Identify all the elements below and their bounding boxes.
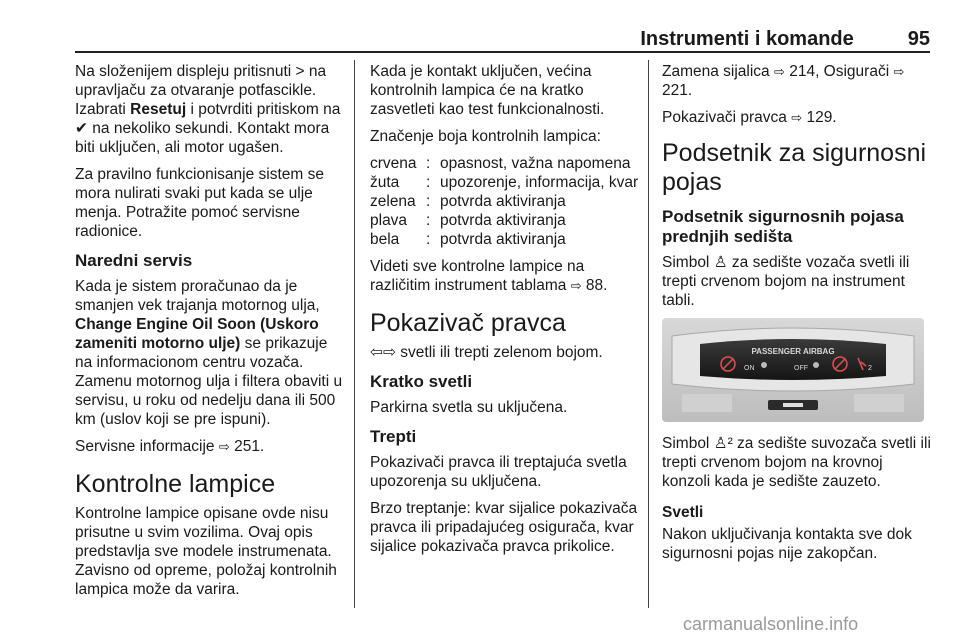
svg-text:OFF: OFF [794,365,808,372]
heading-short-lit: Kratko svetli [370,372,473,391]
header-divider [75,51,930,53]
heading-belt-reminder: Podsetnik za sigurnosni pojas [662,139,927,196]
chevron-right-icon: > [295,63,305,80]
reference-arrow-icon: ⇨ [570,278,582,293]
color-table [370,154,642,249]
svg-text:ON: ON [744,365,755,372]
color-meaning-intro: Značenje boja kontrolnih lampica: [370,128,601,145]
lit-paragraph: Nakon uključivanja kontakta sve dok sigurnosni pojas nije zakopčan. [662,526,912,562]
color-row: crvena : opasnost, važna napomena [370,155,631,172]
color-row: zelena : potvrda aktiviranja [370,193,566,210]
reference-arrow-icon: ⇨ [893,64,905,79]
lamp-test-paragraph: Kada je kontakt uključen, većina kontrolnih lampica će na kratko zasvetleti kao test funkcionalnosti. [370,63,605,118]
heading-blink: Trepti [370,427,417,446]
passenger-belt-paragraph: Simbol ♙² za sedište suvozača svetli ili trepti crvenom bojom na krovnoj konzoli kada je sedište zauzeto. [662,435,931,490]
turn-signal-icon: ⇦⇨ [370,344,396,361]
oil-message-term: Change Engine Oil Soon (Uskoro zameniti motorno ulje) [75,316,319,352]
overhead-console-photo [662,318,924,422]
heading-next-service: Naredni servis [75,251,193,270]
instrument-ref: Videti sve kontrolne lampice na različitim instrument tablama ⇨ 88. [370,258,608,294]
svg-text:2: 2 [868,365,872,372]
turn-signal-paragraph: ⇦⇨ svetli ili trepti zelenom bojom. [370,344,603,361]
reference-arrow-icon: ⇨ [218,439,230,454]
reset-term: Resetuj [130,101,187,118]
column-divider-2 [648,60,649,608]
reference-arrow-icon: ⇨ [774,64,785,79]
heading-turn-signal: Pokazivač pravca [370,309,566,337]
heading-lit: Svetli [662,504,704,521]
color-row: bela : potvrda aktiviranja [370,231,566,248]
reset-note: Za pravilno funkcionisanje sistem se mora nulirati svaki put kada se ulje menja. Potražite pomoć servisne radionice. [75,166,324,240]
service-paragraph: Kada je sistem proračunao da je smanjen vek trajanja motornog ulja, Change Engine Oil Soon (Uskoro zameniti motorno ulje) se prikazuje na informacionom centru vozača. Zamenu motornog ulja i filtera obaviti u servisu, u roku od nedelju dana ili 500 km (uslov koji se pre ispuni). [75,278,343,428]
column-3 [662,62,932,571]
blink-paragraph: Pokazivači pravca ili treptajuća svetla upozorenja su uključena. [370,454,627,490]
heading-control-lamps: Kontrolne lampice [75,470,276,498]
reference-arrow-icon: ⇨ [791,110,803,125]
passenger-seatbelt-icon: ♙² [713,435,733,452]
page-number: 95 [907,28,930,50]
driver-belt-paragraph: Simbol ♙ za sedište vozača svetli ili trepti crvenom bojom na instrument tabli. [662,254,910,309]
short-lit-paragraph: Parkirna svetla su uključena. [370,399,568,416]
column-2 [370,62,642,564]
photo-label: PASSENGER AIRBAG [751,347,835,356]
section-title: Instrumenti i komande [640,28,854,50]
column-divider-1 [354,60,355,608]
seatbelt-icon: ♙ [713,254,728,271]
bulb-fuse-ref: Zamena sijalica ⇨ 214, Osigurači ⇨ 221. [662,63,905,99]
fast-blink-paragraph: Brzo treptanje: kvar sijalice pokazivača pravca ili pripadajućeg osigurača, kvar sijalice pokazivača pravca prikolice. [370,500,638,555]
checkmark-icon: ✔ [75,120,88,137]
watermark: carmanualsonline.info [683,614,859,634]
color-row: žuta : upozorenje, informacija, kvar [370,174,639,191]
heading-front-seats: Podsetnik sigurnosnih pojasa prednjih sedišta [662,207,904,246]
color-row: plava : potvrda aktiviranja [370,212,566,229]
service-info-ref: Servisne informacije ⇨ 251. [75,438,265,455]
turn-signal-ref: Pokazivači pravca ⇨ 129. [662,109,837,126]
lamps-paragraph: Kontrolne lampice opisane ovde nisu prisutne u svim vozilima. Ovaj opis predstavlja sve modele instrumenata. Zavisno od opreme, položaj kontrolnih lampica može da varira. [75,505,337,598]
column-1 [75,62,345,607]
reset-paragraph: Na složenijem displeju pritisnuti > na upravljaču za otvaranje potfascikle. Izabrati Resetuj i potvrditi pritiskom na ✔ na nekoliko sekundi. Kontakt mora biti uključen, ali motor ugašen. [75,63,341,156]
